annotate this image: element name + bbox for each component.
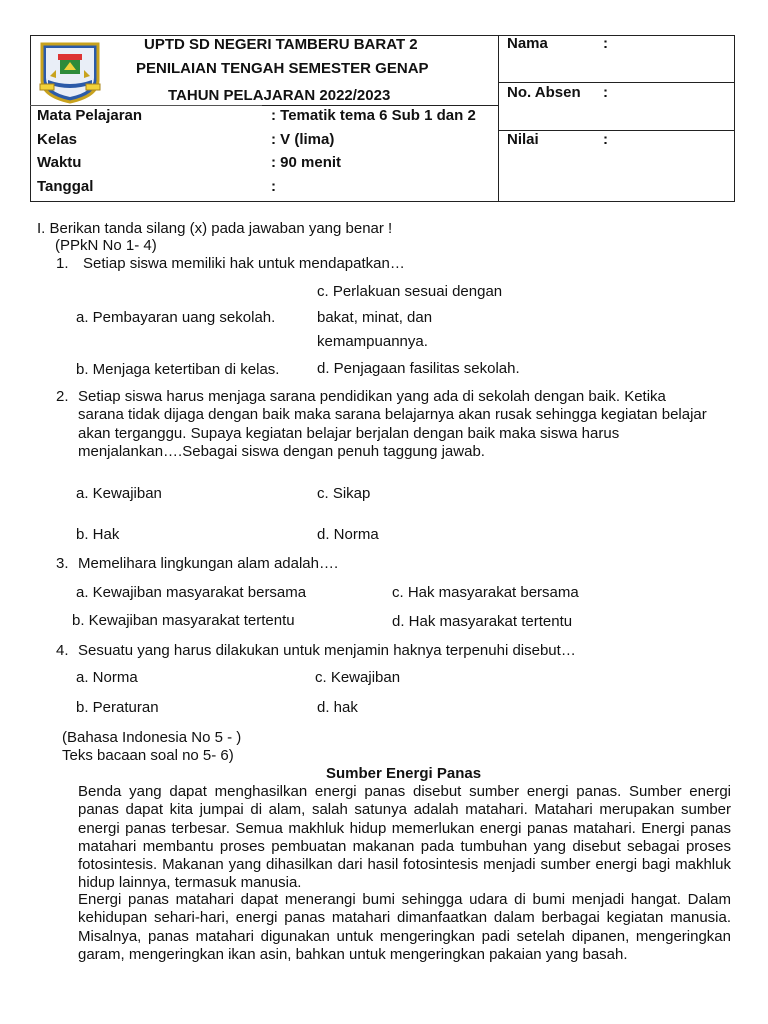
- student-label-name: Nama: [507, 35, 548, 52]
- field-label-time: Waktu: [37, 154, 82, 171]
- question-text: Setiap siswa memiliki hak untuk mendapatkan…: [83, 255, 405, 272]
- option-a[interactable]: a. Pembayaran uang sekolah.: [76, 309, 276, 326]
- option-a[interactable]: a. Norma: [76, 669, 138, 686]
- option-b[interactable]: b. Peraturan: [76, 699, 159, 716]
- option-d[interactable]: d. hak: [317, 699, 358, 716]
- student-score-field[interactable]: :: [603, 131, 608, 148]
- section-subject: (Bahasa Indonesia No 5 - ): [62, 729, 242, 746]
- field-label-date: Tanggal: [37, 178, 94, 195]
- section-subject: (PPkN No 1- 4): [55, 237, 157, 254]
- question-number: 4.: [56, 642, 69, 659]
- field-label-subject: Mata Pelajaran: [37, 107, 143, 124]
- option-d[interactable]: d. Norma: [317, 526, 379, 543]
- school-emblem-logo: [36, 40, 104, 104]
- option-c-continued: bakat, minat, dan: [317, 309, 433, 326]
- student-absen-field[interactable]: :: [603, 84, 608, 101]
- field-value-time: : 90 menit: [271, 154, 342, 171]
- field-value-date: :: [271, 178, 276, 195]
- reading-intro: Teks bacaan soal no 5- 6): [62, 747, 234, 764]
- option-b[interactable]: b. Menjaga ketertiban di kelas.: [76, 361, 280, 378]
- school-name: UPTD SD NEGERI TAMBERU BARAT 2: [144, 36, 418, 53]
- academic-year: TAHUN PELAJARAN 2022/2023: [168, 87, 391, 104]
- option-a[interactable]: a. Kewajiban: [76, 485, 162, 502]
- option-c[interactable]: c. Kewajiban: [315, 669, 401, 686]
- passage-paragraph: Benda yang dapat menghasilkan energi panas disebut sumber energi panas. Sumber energi panas dapat kita jumpai di alam, salah satunya adalah matahari. Matahari merupakan sumber energi panas terbesar. Semua makhluk hidup memerlukan energi panas matahari. Energi panas matahari membantu proses pembuatan makanan pada tumbuhan yang disebut sebagai proses fotosintesis. Makanan yang dihasilkan dari hasil fotosintesis menjadi sumber energi bagi makhluk hidup lainnya, termasuk manusia.: [78, 783, 731, 892]
- question-number: 2.: [56, 388, 69, 405]
- student-label-absen: No. Absen: [507, 84, 581, 101]
- option-c-continued: kemampuannya.: [317, 333, 428, 350]
- header-divider: [498, 35, 499, 202]
- option-d[interactable]: d. Penjagaan fasilitas sekolah.: [317, 360, 520, 377]
- passage-paragraph: Energi panas matahari dapat menerangi bumi sehingga udara di bumi menjadi hangat. Dalam kehidupan sehari-hari, energi panas matahari dimanfaatkan dalam berbagai kegiatan manusia. Misalnya, panas matahari digunakan untuk mengeringkan padi setelah dipanen, mengeringkan garam, mengeringkan ikan asin, bahkan untuk mengeringkan pakaian yang basah.: [78, 891, 731, 963]
- passage-title: Sumber Energi Panas: [326, 765, 482, 782]
- option-c[interactable]: c. Hak masyarakat bersama: [392, 584, 579, 601]
- question-number: 3.: [56, 555, 69, 572]
- question-text-line: menjalankan….Sebagai siswa dengan penuh taggung jawab.: [78, 443, 485, 460]
- student-label-score: Nilai: [507, 131, 539, 148]
- field-value-subject: : Tematik tema 6 Sub 1 dan 2: [271, 107, 476, 124]
- student-name-field[interactable]: :: [603, 35, 608, 52]
- option-c[interactable]: c. Perlakuan sesuai dengan: [317, 283, 503, 300]
- field-value-class: : V (lima): [271, 131, 335, 148]
- question-text-line: akan terganggu. Supaya kegiatan belajar berjalan dengan baik maka siswa harus: [78, 425, 620, 442]
- question-text: Sesuatu yang harus dilakukan untuk menjamin haknya terpenuhi disebut…: [78, 642, 576, 659]
- field-label-class: Kelas: [37, 131, 78, 148]
- exam-title: PENILAIAN TENGAH SEMESTER GENAP: [136, 60, 429, 77]
- option-b[interactable]: b. Kewajiban masyarakat tertentu: [72, 612, 295, 629]
- option-a[interactable]: a. Kewajiban masyarakat bersama: [76, 584, 307, 601]
- question-number: 1.: [56, 255, 69, 272]
- option-c[interactable]: c. Sikap: [317, 485, 371, 502]
- header-divider: [30, 105, 262, 106]
- section-instruction: I. Berikan tanda silang (x) pada jawaban yang benar !: [37, 220, 393, 237]
- option-b[interactable]: b. Hak: [76, 526, 120, 543]
- option-d[interactable]: d. Hak masyarakat tertentu: [392, 613, 573, 630]
- question-text: Memelihara lingkungan alam adalah….: [78, 555, 339, 572]
- question-text-line: Setiap siswa harus menjaga sarana pendidikan yang ada di sekolah dengan baik. Ketika: [78, 388, 666, 405]
- question-text-line: sarana tidak dijaga dengan baik maka sarana belajarnya akan rusak sehingga kegiatan belajar: [78, 406, 707, 423]
